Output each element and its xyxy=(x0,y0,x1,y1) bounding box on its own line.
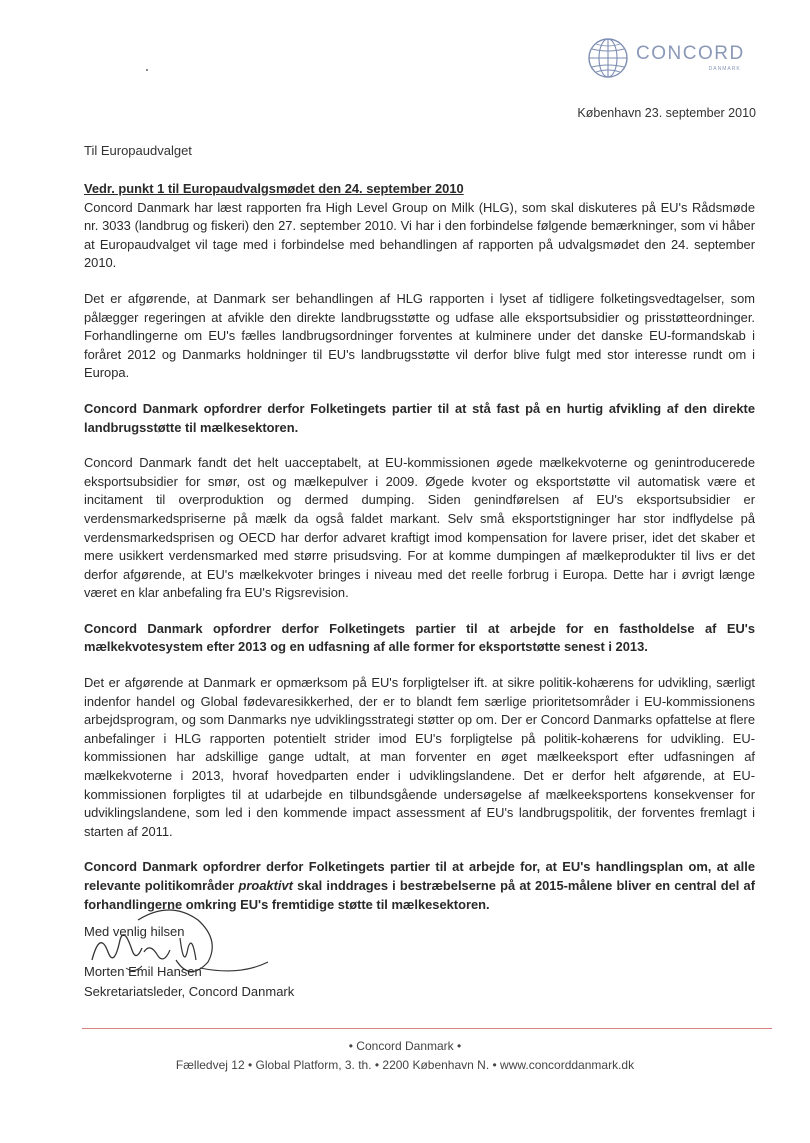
final-call-emphasis: proaktivt xyxy=(238,878,293,893)
final-call-part1: Concord Danmark opfordrer derfor Folketingets partier til at arbejde for, at EU's handlingsplan om, at alle relevante politikområder xyxy=(84,859,755,893)
subject-line: Vedr. punkt 1 til Europaudvalgsmødet den 24. september 2010 xyxy=(84,181,464,196)
paragraph-policy-coherence: Det er afgørende at Danmark er opmærksom på EU's forpligtelser ift. at sikre politik-kohærens for udvikling, særligt indenfor handel og Global fødevaresikkerhed, der er to blandt fem særlige prioritetsområder i EU-kommissionens arbejdsprogram, og som Danmarks nye udviklingsstrategi støtter op om. Der er Concord Danmarks opfattelse at flere anbefalinger i HLG rapporten potentielt strider imod EU's forpligtelse på politik-kohærens for udvikling. EU-kommissionen har adskillige gange udtalt, at man forventer en øget mælkeeksport efter udfasningen af mælkekvoterne i 2013, hvoraf hovedparten ender i udviklingslandene. Det er derfor helt afgørende, at EU-kommissionen forpligtes til at udarbejde en tilbundsgående undersøgelse af mælkeeksportens konsekvenser for udviklingslandene, som led i den kommende impact assessment af EU's landbrugspolitik, der forventes fremlagt i starten af 2011. xyxy=(84,675,755,839)
greeting: Med venlig hilsen xyxy=(84,924,185,939)
final-call-part2: skal inddrages i bestræbelserne på at 2015-målene bliver en central del af forhandlingerne omkring EU's fremtidige støtte til mælkesektoren. xyxy=(84,878,756,912)
call-to-action-2: Concord Danmark opfordrer derfor Folketingets partier til at arbejde for en fastholdelse af EU's mælkekvotesystem efter 2013 og en udfasning af alle former for eksportstøtte senest i 2013. xyxy=(84,620,755,655)
footer-organization: • Concord Danmark • xyxy=(348,1039,462,1053)
signatory-name: Morten Emil Hansen xyxy=(84,964,202,979)
intro-paragraph xyxy=(84,180,755,273)
paragraph-milk-quotas: Concord Danmark fandt det helt uacceptabelt, at EU-kommissionen øgede mælkekvoterne og genintroducerede eksportsubsidier for smør, ost og mælkepulver i 2009. Øgede kvoter og eksportstøtte vil automatisk være et incitament til overproduktion og dermed dumping. Siden genindførelsen af EU's eksportsubsidier er verdensmarkedspriserne på mælk da også faldet markant. Selv små eksportstigninger har stor indflydelse på verdensmarkedsprisen og OECD har derfor advaret kraftigt imod kompensation for lavere priser, idet det skaber et mere usikkert verdensmarked med større prisudsving. For at komme dumpingen af mælkeprodukter til livs er det derfor afgørende, at EU's mælkekvoter bringes i niveau med det reelle forbrug i Europa. Dette har i øvrigt længe været en klar anbefaling fra EU's Rigsrevision. xyxy=(84,455,755,601)
globe-icon xyxy=(586,36,630,80)
scan-speck xyxy=(146,69,148,71)
signatory-title: Sekretariatsleder, Concord Danmark xyxy=(84,984,295,999)
logo-subtitle: DANMARK xyxy=(708,66,741,72)
call-to-action-1: Concord Danmark opfordrer derfor Folketingets partier til at stå fast på en hurtig afvikling af den direkte landbrugsstøtte til mælkesektoren. xyxy=(84,400,755,435)
paragraph-hlg-context: Det er afgørende, at Danmark ser behandlingen af HLG rapporten i lyset af tidligere folketingsvedtagelser, som pålægger regeringen at afvikle den direkte landbrugsstøtte og udfase alle eksportsubsidier og prisstøtteordninger. Forhandlingerne om EU's fælles landbrugsordninger forventes at kulminere under det danske EU-formandskab i foråret 2012 og Danmarks holdninger til EU's landbrugsstøtte vil derfor blive fulgt med stor interesse rundt om i Europa. xyxy=(84,290,755,381)
recipient: Til Europaudvalget xyxy=(84,143,192,158)
closing-block xyxy=(84,922,294,1002)
letter-body xyxy=(84,180,755,931)
concord-logo xyxy=(586,36,756,80)
footer-divider xyxy=(82,1028,772,1029)
footer-address: Fælledvej 12 • Global Platform, 3. th. • 2200 København N. • www.concorddanmark.dk xyxy=(175,1058,635,1072)
letter-date: København 23. september 2010 xyxy=(577,106,756,120)
intro-text: Concord Danmark har læst rapporten fra High Level Group on Milk (HLG), som skal diskuteres på EU's Rådsmøde nr. 3033 (landbrug og fiskeri) den 27. september 2010. Vi har i den forbindelse følgende bemærkninger, som vi håber at Europaudvalget vil tage med i forbindelse med behandlingen af rapporten på udvalgsmødet den 24. september 2010. xyxy=(84,199,755,271)
logo-wordmark: CONCORD xyxy=(636,43,745,64)
